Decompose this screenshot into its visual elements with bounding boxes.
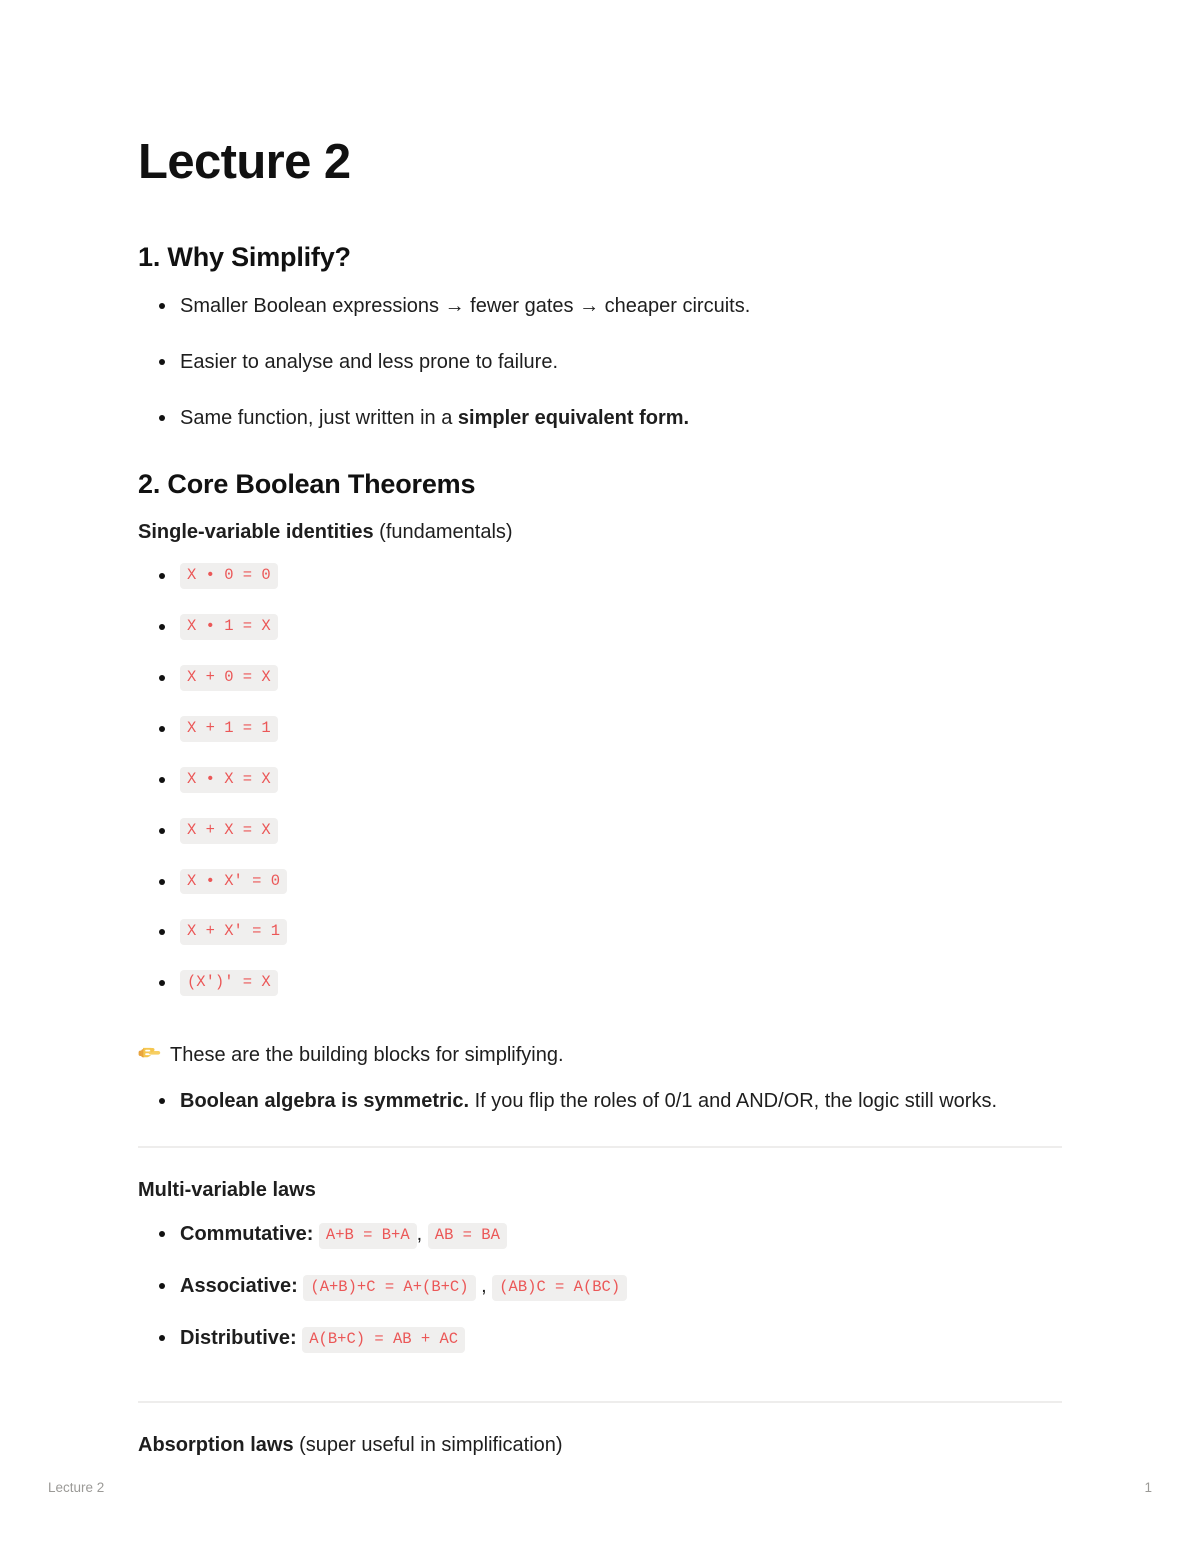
bullet-text: Same function, just written in a [180,406,458,429]
absorption-laws-label [138,1431,1062,1460]
list-item [138,765,1062,793]
identity-chip: X • X = X [180,767,278,793]
building-blocks-callout [138,1039,1062,1070]
label-emphasis: Single-variable identities [138,521,374,543]
identity-chip: (X′)′ = X [180,970,278,996]
law-chip: A+B = B+A [319,1223,417,1249]
list-item [138,1271,1062,1301]
identity-chip: X + X′ = 1 [180,919,287,945]
identity-chip: X • 1 = X [180,614,278,640]
bullet-text-emphasis: simpler equivalent form. [457,406,690,429]
law-separator: , [481,1275,487,1298]
law-chip: (A+B)+C = A+(B+C) [303,1275,475,1301]
label-rest: (super useful in simplification) [293,1434,563,1457]
law-chip: AB = BA [428,1223,507,1249]
multi-variable-laws-list [138,1219,1062,1353]
list-item [138,561,1062,589]
footer-page-number: 1 [1144,1480,1152,1495]
list-item [138,1219,1062,1249]
list-item [138,867,1062,895]
identity-chip: X • X′ = 0 [180,869,287,895]
why-simplify-list [138,291,1062,433]
label-emphasis: Absorption laws [138,1434,294,1457]
list-item [138,291,1062,321]
bullet-text: Smaller Boolean expressions → fewer gates → cheaper circuits. [180,294,751,317]
single-variable-identities-label [138,518,1062,547]
list-item [138,816,1062,844]
single-variable-identity-list [138,561,1062,996]
identity-chip: X + X = X [180,818,278,844]
symmetric-note-list [138,1086,1062,1116]
list-item [138,612,1062,640]
list-item [138,917,1062,945]
page-title: Lecture 2 [138,135,351,189]
note-emphasis: Boolean algebra is symmetric. [180,1090,470,1113]
page-footer [48,1480,1152,1495]
identity-chip: X + 1 = 1 [180,716,278,742]
list-item [138,714,1062,742]
law-name: Commutative: [180,1223,314,1246]
identity-chip: X • 0 = 0 [180,563,278,589]
label-rest: (fundamentals) [373,521,513,543]
list-item [138,347,1062,377]
multi-variable-laws-heading [138,1176,1062,1205]
callout-text: These are the building blocks for simplifying. [170,1044,564,1067]
note-text: If you flip the roles of 0/1 and AND/OR, the logic still works. [469,1090,998,1113]
document-content [138,134,1062,1474]
bullet-text: Easier to analyse and less prone to failure. [180,350,558,373]
list-item [138,1086,1062,1116]
list-item [138,403,1062,433]
law-name: Distributive: [180,1327,297,1350]
law-chip: A(B+C) = AB + AC [302,1327,465,1353]
list-item [138,663,1062,691]
law-chip: (AB)C = A(BC) [492,1275,627,1301]
label-emphasis: Multi-variable laws [138,1179,316,1202]
section-heading-why-simplify: 1. Why Simplify? [138,241,351,272]
footer-document-name: Lecture 2 [48,1480,105,1495]
law-name: Associative: [180,1275,298,1298]
pointing-right-hand-icon [138,1042,162,1064]
list-item [138,968,1062,996]
section-heading-core-theorems: 2. Core Boolean Theorems [138,468,476,499]
list-item [138,1323,1062,1353]
identity-chip: X + 0 = X [180,665,278,691]
law-separator: , [416,1223,423,1246]
